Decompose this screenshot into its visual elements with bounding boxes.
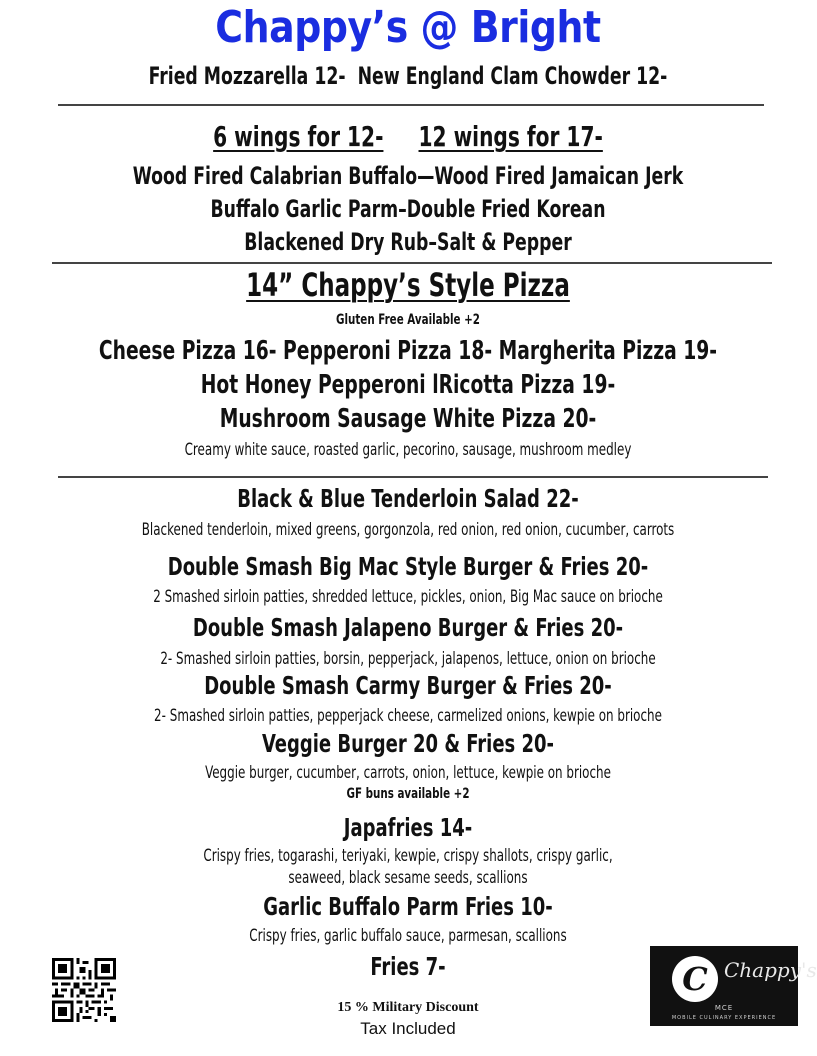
pizza-line-1: Cheese Pizza 16- Pepperoni Pizza 18- Margherita Pizza 19-: [98, 336, 718, 366]
wings-flavors-2: Buffalo Garlic Parm–Double Fried Korean: [210, 195, 606, 223]
pizza-line-3-desc: Creamy white sauce, roasted garlic, pecorino, sausage, mushroom medley: [184, 440, 632, 460]
main-item-desc: Crispy fries, garlic buffalo sauce, parmesan, scallions: [249, 926, 567, 946]
military-discount: 15 % Military Discount: [337, 1000, 479, 1015]
wings-price-6: 6 wings for 12-: [213, 120, 384, 153]
main-item-desc: 2- Smashed sirloin patties, pepperjack cheese, carmelized onions, kewpie on brioche: [154, 706, 662, 726]
main-item-desc: Crispy fries, togarashi, teriyaki, kewpie, crispy shallots, crispy garlic,: [203, 846, 613, 866]
pizza-line-3: Mushroom Sausage White Pizza 20-: [219, 404, 597, 434]
main-item-name: Veggie Burger 20 & Fries 20-: [261, 729, 555, 758]
wings-flavors-1: Wood Fired Calabrian Buffalo—Wood Fired Jamaican Jerk: [132, 162, 684, 190]
pizza-heading: 14” Chappy’s Style Pizza: [246, 266, 570, 304]
logo-circle-letter: C: [672, 956, 718, 1002]
main-item-name: Japafries 14-: [343, 813, 473, 842]
appetizer-mozzarella: Fried Mozzarella 12-: [148, 62, 346, 90]
divider: [58, 104, 764, 106]
appetizers-line: [82, 62, 735, 90]
wings-price-12: 12 wings for 17-: [418, 120, 603, 153]
logo-tagline: MOBILE CULINARY EXPERIENCE: [671, 1015, 777, 1021]
main-item-desc: Blackened tenderloin, mixed greens, gorgonzola, red onion, red onion, cucumber, carrots: [141, 520, 675, 540]
wings-flavors-3: Blackened Dry Rub–Salt & Pepper: [244, 228, 572, 256]
appetizer-chowder: New England Clam Chowder 12-: [357, 62, 668, 90]
gluten-free-note: Gluten Free Available +2: [336, 312, 480, 328]
main-item-name: Double Smash Big Mac Style Burger & Fries 20-: [167, 552, 649, 581]
main-item-name: Double Smash Carmy Burger & Fries 20-: [204, 671, 612, 700]
main-item-name: Double Smash Jalapeno Burger & Fries 20-: [192, 613, 624, 642]
pizza-line-2: Hot Honey Pepperoni lRicotta Pizza 19-: [200, 370, 616, 400]
logo-mce: MCE: [714, 1004, 734, 1012]
divider: [58, 476, 768, 478]
tax-note: Tax Included: [360, 1019, 456, 1038]
main-item-desc: 2- Smashed sirloin patties, borsin, pepperjack, jalapenos, lettuce, onion on brioche: [160, 649, 656, 669]
chappys-logo: [650, 946, 817, 1026]
main-item-name: Black & Blue Tenderloin Salad 22-: [237, 484, 579, 513]
main-item-name: Garlic Buffalo Parm Fries 10-: [263, 892, 553, 921]
divider: [52, 262, 772, 264]
main-item-desc: 2 Smashed sirloin patties, shredded lettuce, pickles, onion, Big Mac sauce on brioche: [153, 587, 663, 607]
gf-buns-note: GF buns available +2: [346, 786, 470, 802]
logo-wordmark: Chappy's: [724, 958, 817, 982]
restaurant-title: Chappy’s @ Bright: [215, 2, 601, 53]
main-item-desc: Veggie burger, cucumber, carrots, onion, lettuce, kewpie on brioche: [205, 763, 611, 783]
wings-prices: [82, 120, 735, 153]
main-item-desc-cont: seaweed, black sesame seeds, scallions: [288, 868, 528, 888]
main-item-name: Fries 7-: [370, 952, 446, 981]
